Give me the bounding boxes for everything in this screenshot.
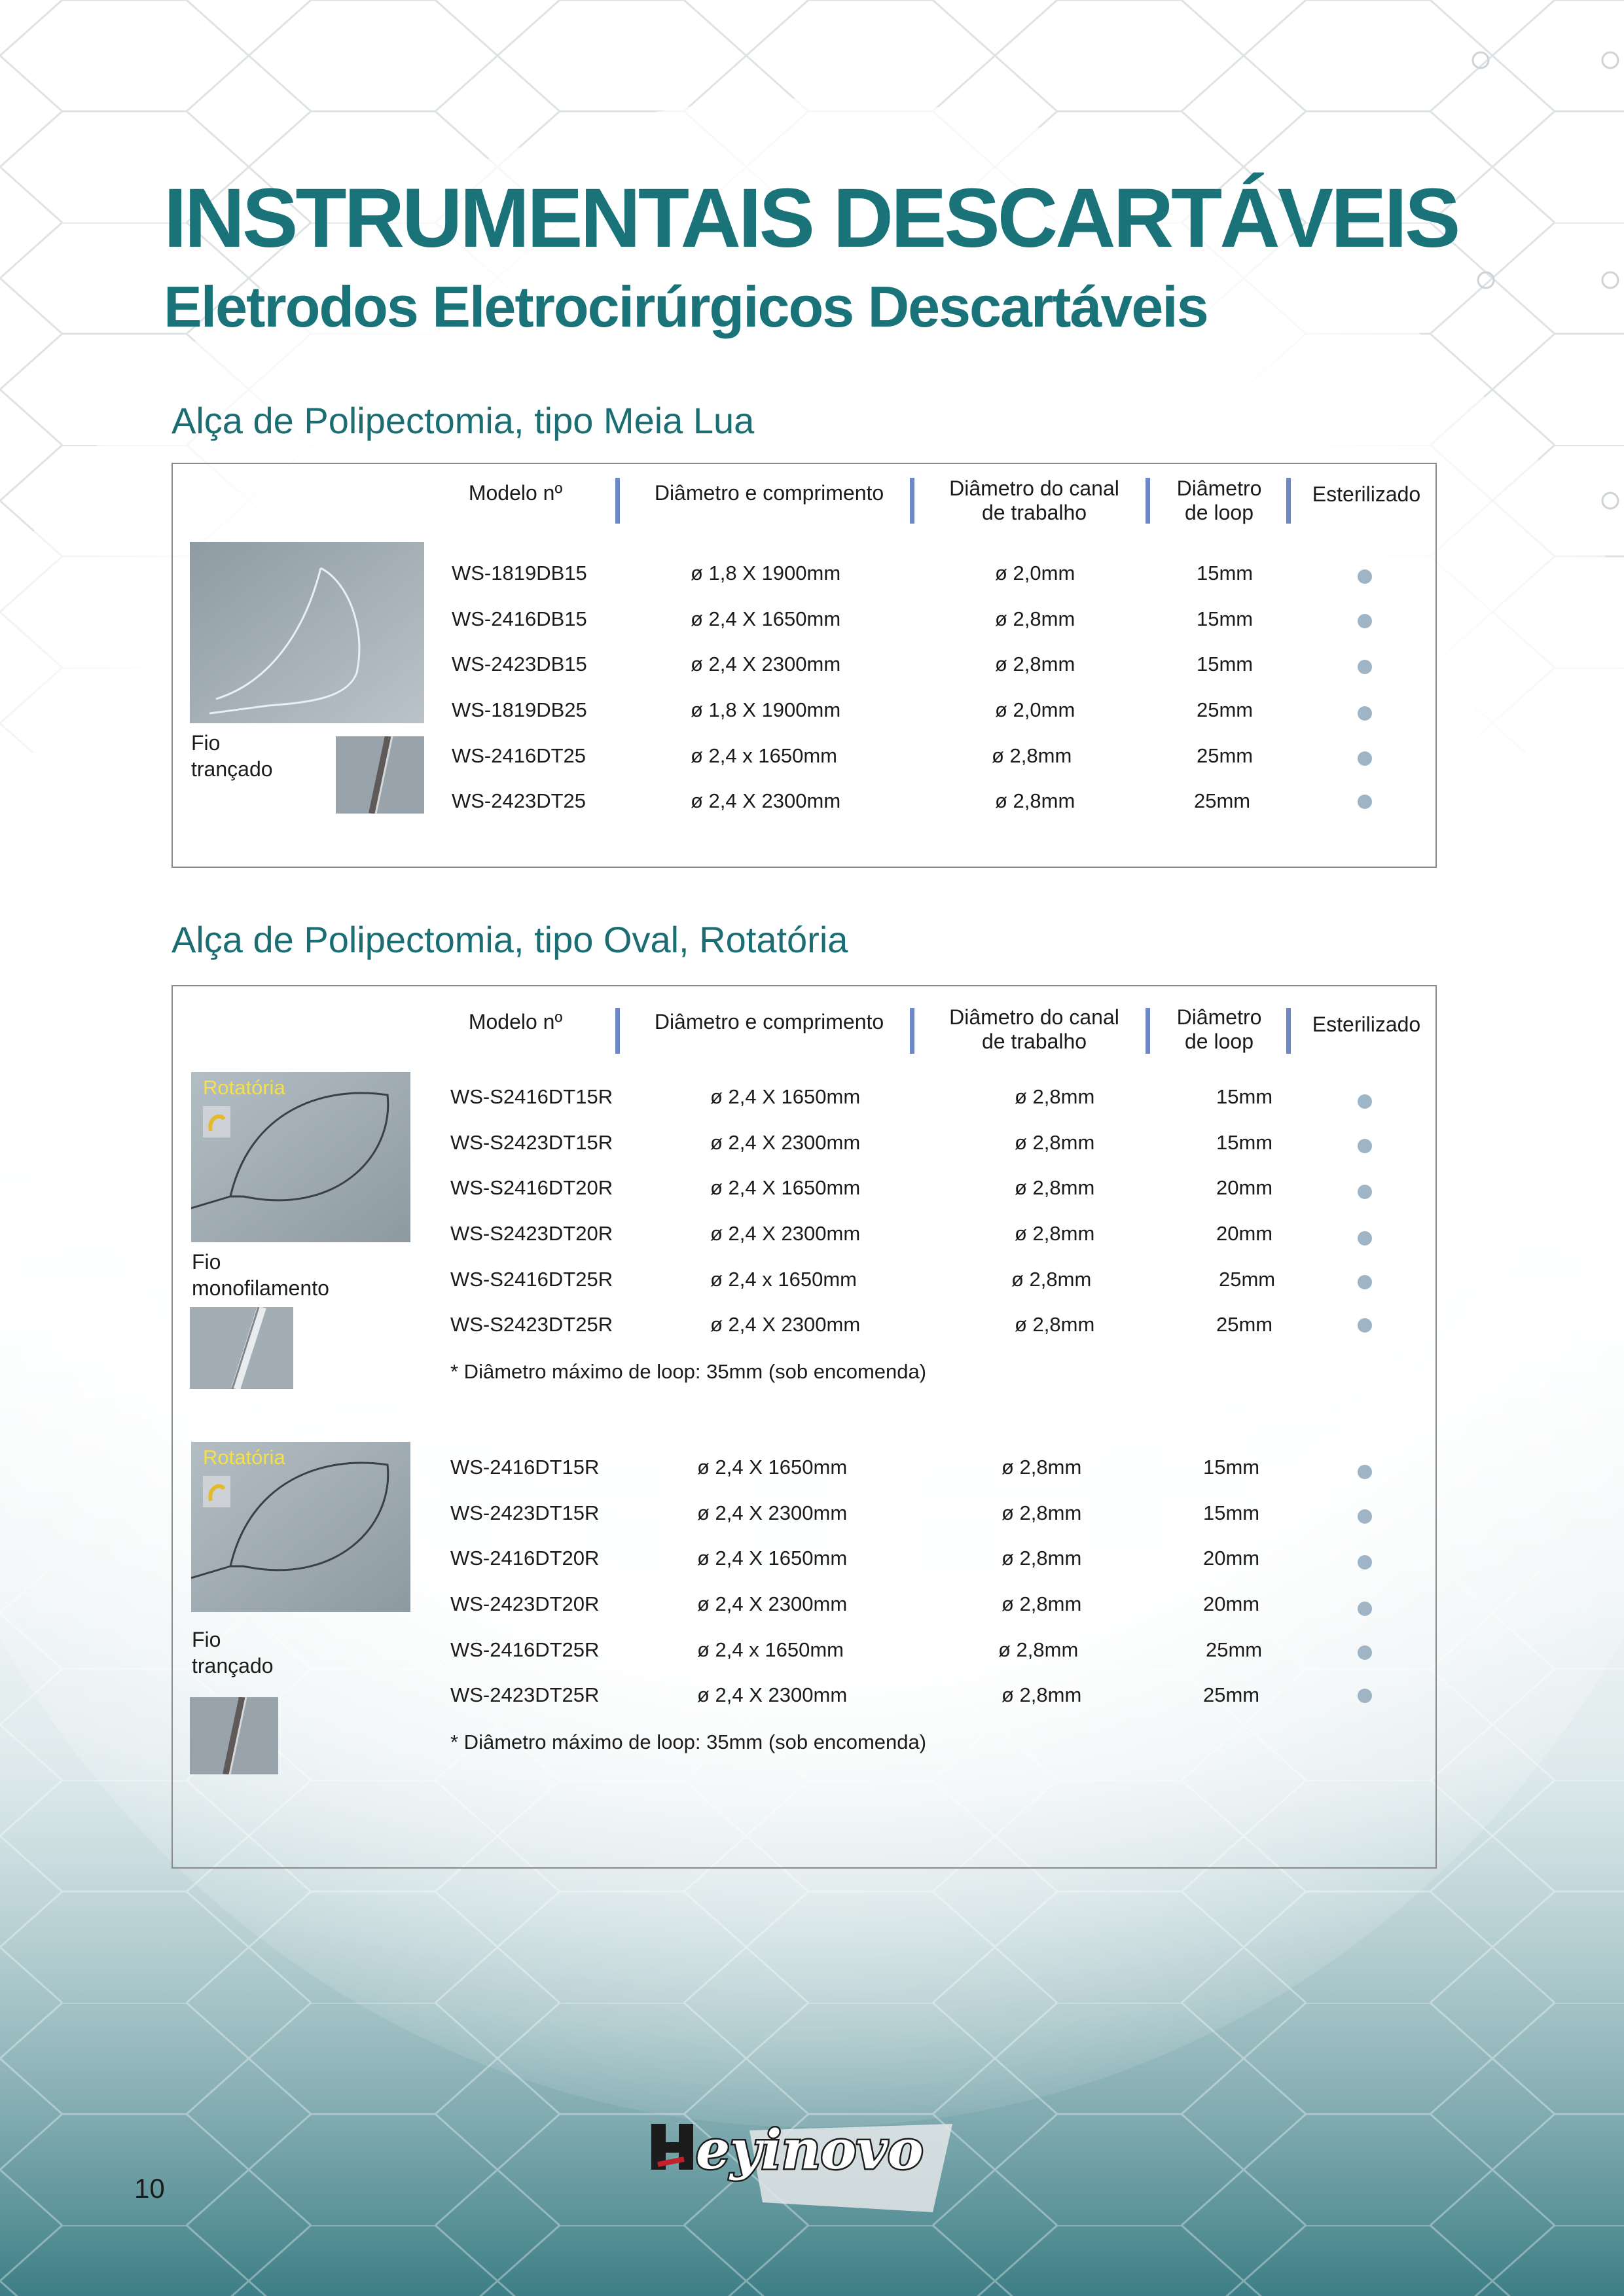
table-cell-diameter-length: ø 2,4 X 2300mm [697,1683,848,1706]
snare-half-moon-photo [190,542,424,723]
table-cell-channel: ø 2,8mm [1001,1547,1082,1570]
table-cell-model: WS-S2416DT25R [450,1268,613,1291]
table-cell-loop: 25mm [1203,1683,1260,1706]
wire-caption-monofilament: Fio monofilamento [192,1250,329,1300]
header-channel: Diâmetro do canal de trabalho [949,1005,1119,1053]
max-loop-note: * Diâmetro máximo de loop: 35mm (sob encomenda) [450,1360,927,1383]
table-cell-model: WS-2423DT25R [450,1683,600,1706]
header-sterilized: Esterilizado [1312,1013,1421,1036]
table-cell-diameter-length: ø 2,4 x 1650mm [691,744,837,767]
table-cell-model: WS-1819DB15 [452,562,587,584]
table-cell-channel: ø 2,8mm [1015,1313,1095,1336]
header-separator [1286,1008,1291,1054]
sterilized-dot [1358,1094,1372,1109]
snare-oval-rotating-photo [191,1072,410,1242]
table-cell-channel: ø 2,8mm [1015,1222,1095,1245]
table-cell-model: WS-S2416DT15R [450,1085,613,1108]
heyinovo-logo-icon [645,2111,979,2219]
table-cell-channel: ø 2,8mm [995,607,1075,630]
table-cell-diameter-length: ø 1,8 X 1900mm [691,698,841,721]
table-cell-model: WS-S2423DT20R [450,1222,613,1245]
braided-wire-closeup-photo [336,736,424,814]
rotation-label: Rotatória [203,1076,285,1099]
table-cell-model: WS-2423DT15R [450,1501,600,1524]
table-cell-channel: ø 2,8mm [998,1638,1079,1661]
table-cell-model: WS-1819DB25 [452,698,587,721]
table-cell-loop: 20mm [1203,1547,1260,1570]
header-diameter-length: Diâmetro e comprimento [654,1010,884,1033]
section-heading-oval-rotatoria: Alça de Polipectomia, tipo Oval, Rotatória [171,919,848,960]
sterilized-dot [1358,706,1372,721]
table-cell-loop: 25mm [1194,789,1251,812]
table-cell-loop: 20mm [1216,1176,1273,1199]
table-cell-diameter-length: ø 2,4 x 1650mm [710,1268,857,1291]
table-cell-loop: 25mm [1219,1268,1276,1291]
table-cell-channel: ø 2,0mm [995,698,1075,721]
oval-monofilament-rows [450,1086,1406,1388]
sterilized-dot [1358,1509,1372,1524]
table-cell-diameter-length: ø 2,4 X 1650mm [697,1547,848,1570]
table-cell-model: WS-S2423DT15R [450,1131,613,1154]
sterilized-dot [1358,1465,1372,1479]
meia-lua-rows [452,563,1407,825]
table-cell-channel: ø 2,8mm [995,653,1075,675]
table-cell-loop: 15mm [1216,1085,1273,1108]
table-cell-loop: 20mm [1216,1222,1273,1245]
sterilized-dot [1358,1185,1372,1199]
table-cell-diameter-length: ø 2,4 X 1650mm [691,607,841,630]
sterilized-dot [1358,1555,1372,1570]
table-cell-diameter-length: ø 2,4 X 2300mm [697,1592,848,1615]
table-cell-channel: ø 2,8mm [1011,1268,1092,1291]
sterilized-dot [1358,1139,1372,1153]
header-sterilized: Esterilizado [1312,482,1421,506]
table-cell-diameter-length: ø 2,4 X 2300mm [697,1501,848,1524]
table-cell-channel: ø 2,8mm [1001,1683,1082,1706]
snare-oval-rotating-photo [191,1442,410,1612]
header-channel: Diâmetro do canal de trabalho [949,476,1119,524]
svg-text:eyinovo: eyinovo [696,2119,924,2181]
table-cell-model: WS-2416DT20R [450,1547,600,1570]
table-cell-model: WS-S2423DT25R [450,1313,613,1336]
table-cell-model: WS-2416DB15 [452,607,587,630]
sterilized-dot [1358,569,1372,584]
table-cell-diameter-length: ø 2,4 X 1650mm [710,1176,861,1199]
table-cell-loop: 25mm [1216,1313,1273,1336]
table-cell-channel: ø 2,8mm [1015,1176,1095,1199]
max-loop-note: * Diâmetro máximo de loop: 35mm (sob encomenda) [450,1731,927,1753]
table-cell-model: WS-2416DT25R [450,1638,600,1661]
table-cell-model: WS-2423DB15 [452,653,587,675]
header-separator [1286,478,1291,524]
section-heading-meia-lua: Alça de Polipectomia, tipo Meia Lua [171,400,755,441]
table-cell-loop: 15mm [1197,607,1254,630]
oval-braided-rows [450,1457,1406,1758]
header-diameter-length: Diâmetro e comprimento [654,481,884,505]
sterilized-dot [1358,1318,1372,1333]
header-model: Modelo nº [468,481,563,505]
header-separator [615,1008,620,1054]
table-cell-loop: 25mm [1197,744,1254,767]
table-cell-channel: ø 2,8mm [992,744,1072,767]
wire-caption-braided: Fio trançado [192,1628,274,1677]
table-cell-channel: ø 2,0mm [995,562,1075,584]
header-model: Modelo nº [468,1010,563,1033]
table-cell-diameter-length: ø 2,4 X 2300mm [710,1131,861,1154]
sterilized-dot [1358,751,1372,766]
sterilized-dot [1358,1275,1372,1289]
header-separator [615,478,620,524]
header-loop: Diâmetro de loop [1176,1005,1262,1053]
sterilized-dot [1358,795,1372,809]
table-cell-loop: 15mm [1197,562,1254,584]
table-cell-model: WS-2423DT25 [452,789,586,812]
page-number: 10 [134,2173,165,2204]
header-loop: Diâmetro de loop [1176,476,1262,524]
wire-caption-braided: Fio trançado [191,731,273,781]
table-cell-loop: 25mm [1206,1638,1263,1661]
header-separator [910,478,914,524]
table-cell-diameter-length: ø 2,4 X 2300mm [691,653,841,675]
table-cell-diameter-length: ø 2,4 X 1650mm [710,1085,861,1108]
sterilized-dot [1358,1602,1372,1616]
sterilized-dot [1358,614,1372,628]
table-cell-loop: 25mm [1197,698,1254,721]
table-cell-diameter-length: ø 2,4 X 1650mm [697,1456,848,1479]
page-title: INSTRUMENTAIS DESCARTÁVEIS [164,171,1458,265]
rotation-label: Rotatória [203,1446,285,1469]
brand-logo [645,2111,979,2219]
table-cell-diameter-length: ø 2,4 X 2300mm [710,1313,861,1336]
braided-wire-closeup-photo [190,1697,278,1774]
table-cell-model: WS-2423DT20R [450,1592,600,1615]
table-cell-model: WS-2416DT15R [450,1456,600,1479]
sterilized-dot [1358,1689,1372,1703]
table-cell-model: WS-S2416DT20R [450,1176,613,1199]
header-separator [1146,478,1150,524]
table-cell-loop: 15mm [1203,1456,1260,1479]
table-cell-loop: 15mm [1216,1131,1273,1154]
header-separator [910,1008,914,1054]
sterilized-dot [1358,1231,1372,1246]
sterilized-dot [1358,1645,1372,1660]
table-cell-channel: ø 2,8mm [1001,1592,1082,1615]
table-cell-channel: ø 2,8mm [1015,1131,1095,1154]
sterilized-dot [1358,660,1372,674]
table-cell-diameter-length: ø 2,4 X 2300mm [710,1222,861,1245]
table-cell-loop: 15mm [1197,653,1254,675]
table-cell-loop: 15mm [1203,1501,1260,1524]
page-subtitle: Eletrodos Eletrocirúrgicos Descartáveis [164,274,1208,339]
table-cell-diameter-length: ø 2,4 x 1650mm [697,1638,844,1661]
table-cell-diameter-length: ø 2,4 X 2300mm [691,789,841,812]
table-cell-diameter-length: ø 1,8 X 1900mm [691,562,841,584]
table-cell-model: WS-2416DT25 [452,744,586,767]
table-cell-channel: ø 2,8mm [1001,1456,1082,1479]
monofilament-wire-closeup-photo [190,1307,293,1389]
table-cell-channel: ø 2,8mm [995,789,1075,812]
table-cell-loop: 20mm [1203,1592,1260,1615]
table-cell-channel: ø 2,8mm [1015,1085,1095,1108]
header-separator [1146,1008,1150,1054]
table-cell-channel: ø 2,8mm [1001,1501,1082,1524]
